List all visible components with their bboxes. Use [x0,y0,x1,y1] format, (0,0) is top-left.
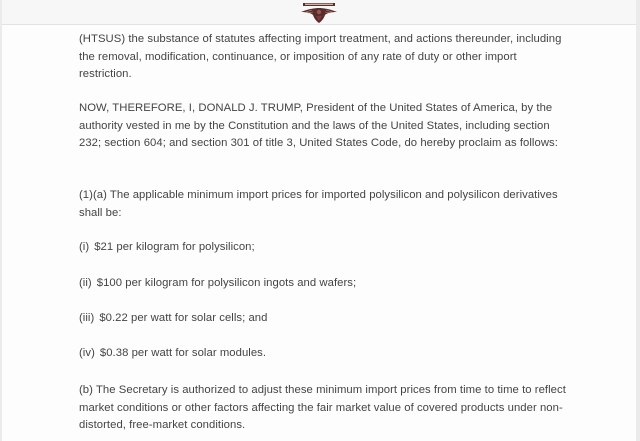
page-header [2,0,636,25]
list-item [79,310,267,328]
list-item-marker: (i) [79,241,90,253]
list-item-text: $100 per kilogram for polysilicon ingots and wafers; [96,277,357,289]
proclamation-paragraph: NOW, THEREFORE, I, DONALD J. TRUMP, President of the United States of America, by the authority vested in me by the Constitution and the laws of the United States, including section 232; section 604; and section 301 of title 3, United States Code, do hereby proclaim as follows: [79,102,558,150]
list-item-marker: (iv) [79,347,95,359]
section-1a-text: The applicable minimum import prices for imported polysilicon and polysilicon derivatives shall be: [79,189,558,219]
intro-paragraph: (HTSUS) the substance of statutes affecting import treatment, and actions thereunder, including the removal, modification, continuance, or imposition of any rate of duty or other import restriction. [79,33,562,81]
list-item [79,345,266,363]
section-b-text: The Secretary is authorized to adjust these minimum import prices from time to time to reflect market conditions or other factors affecting the fair market value of covered products under non-distorted, free-market conditions. [79,384,566,432]
section-b-marker: (b) [79,384,93,396]
section-1a [79,187,567,222]
list-item [79,239,255,257]
presidential-seal-icon [298,2,340,24]
list-item-text: $0.38 per watt for solar modules. [99,347,267,359]
document-page [2,0,636,441]
list-item-marker: (ii) [79,277,92,289]
section-b [79,382,567,435]
list-item-text: $0.22 per watt for solar cells; and [99,312,268,324]
list-item [79,275,356,293]
section-1a-marker: (1)(a) [79,189,107,201]
list-item-marker: (iii) [79,312,95,324]
list-item-text: $21 per kilogram for polysilicon; [94,241,255,253]
